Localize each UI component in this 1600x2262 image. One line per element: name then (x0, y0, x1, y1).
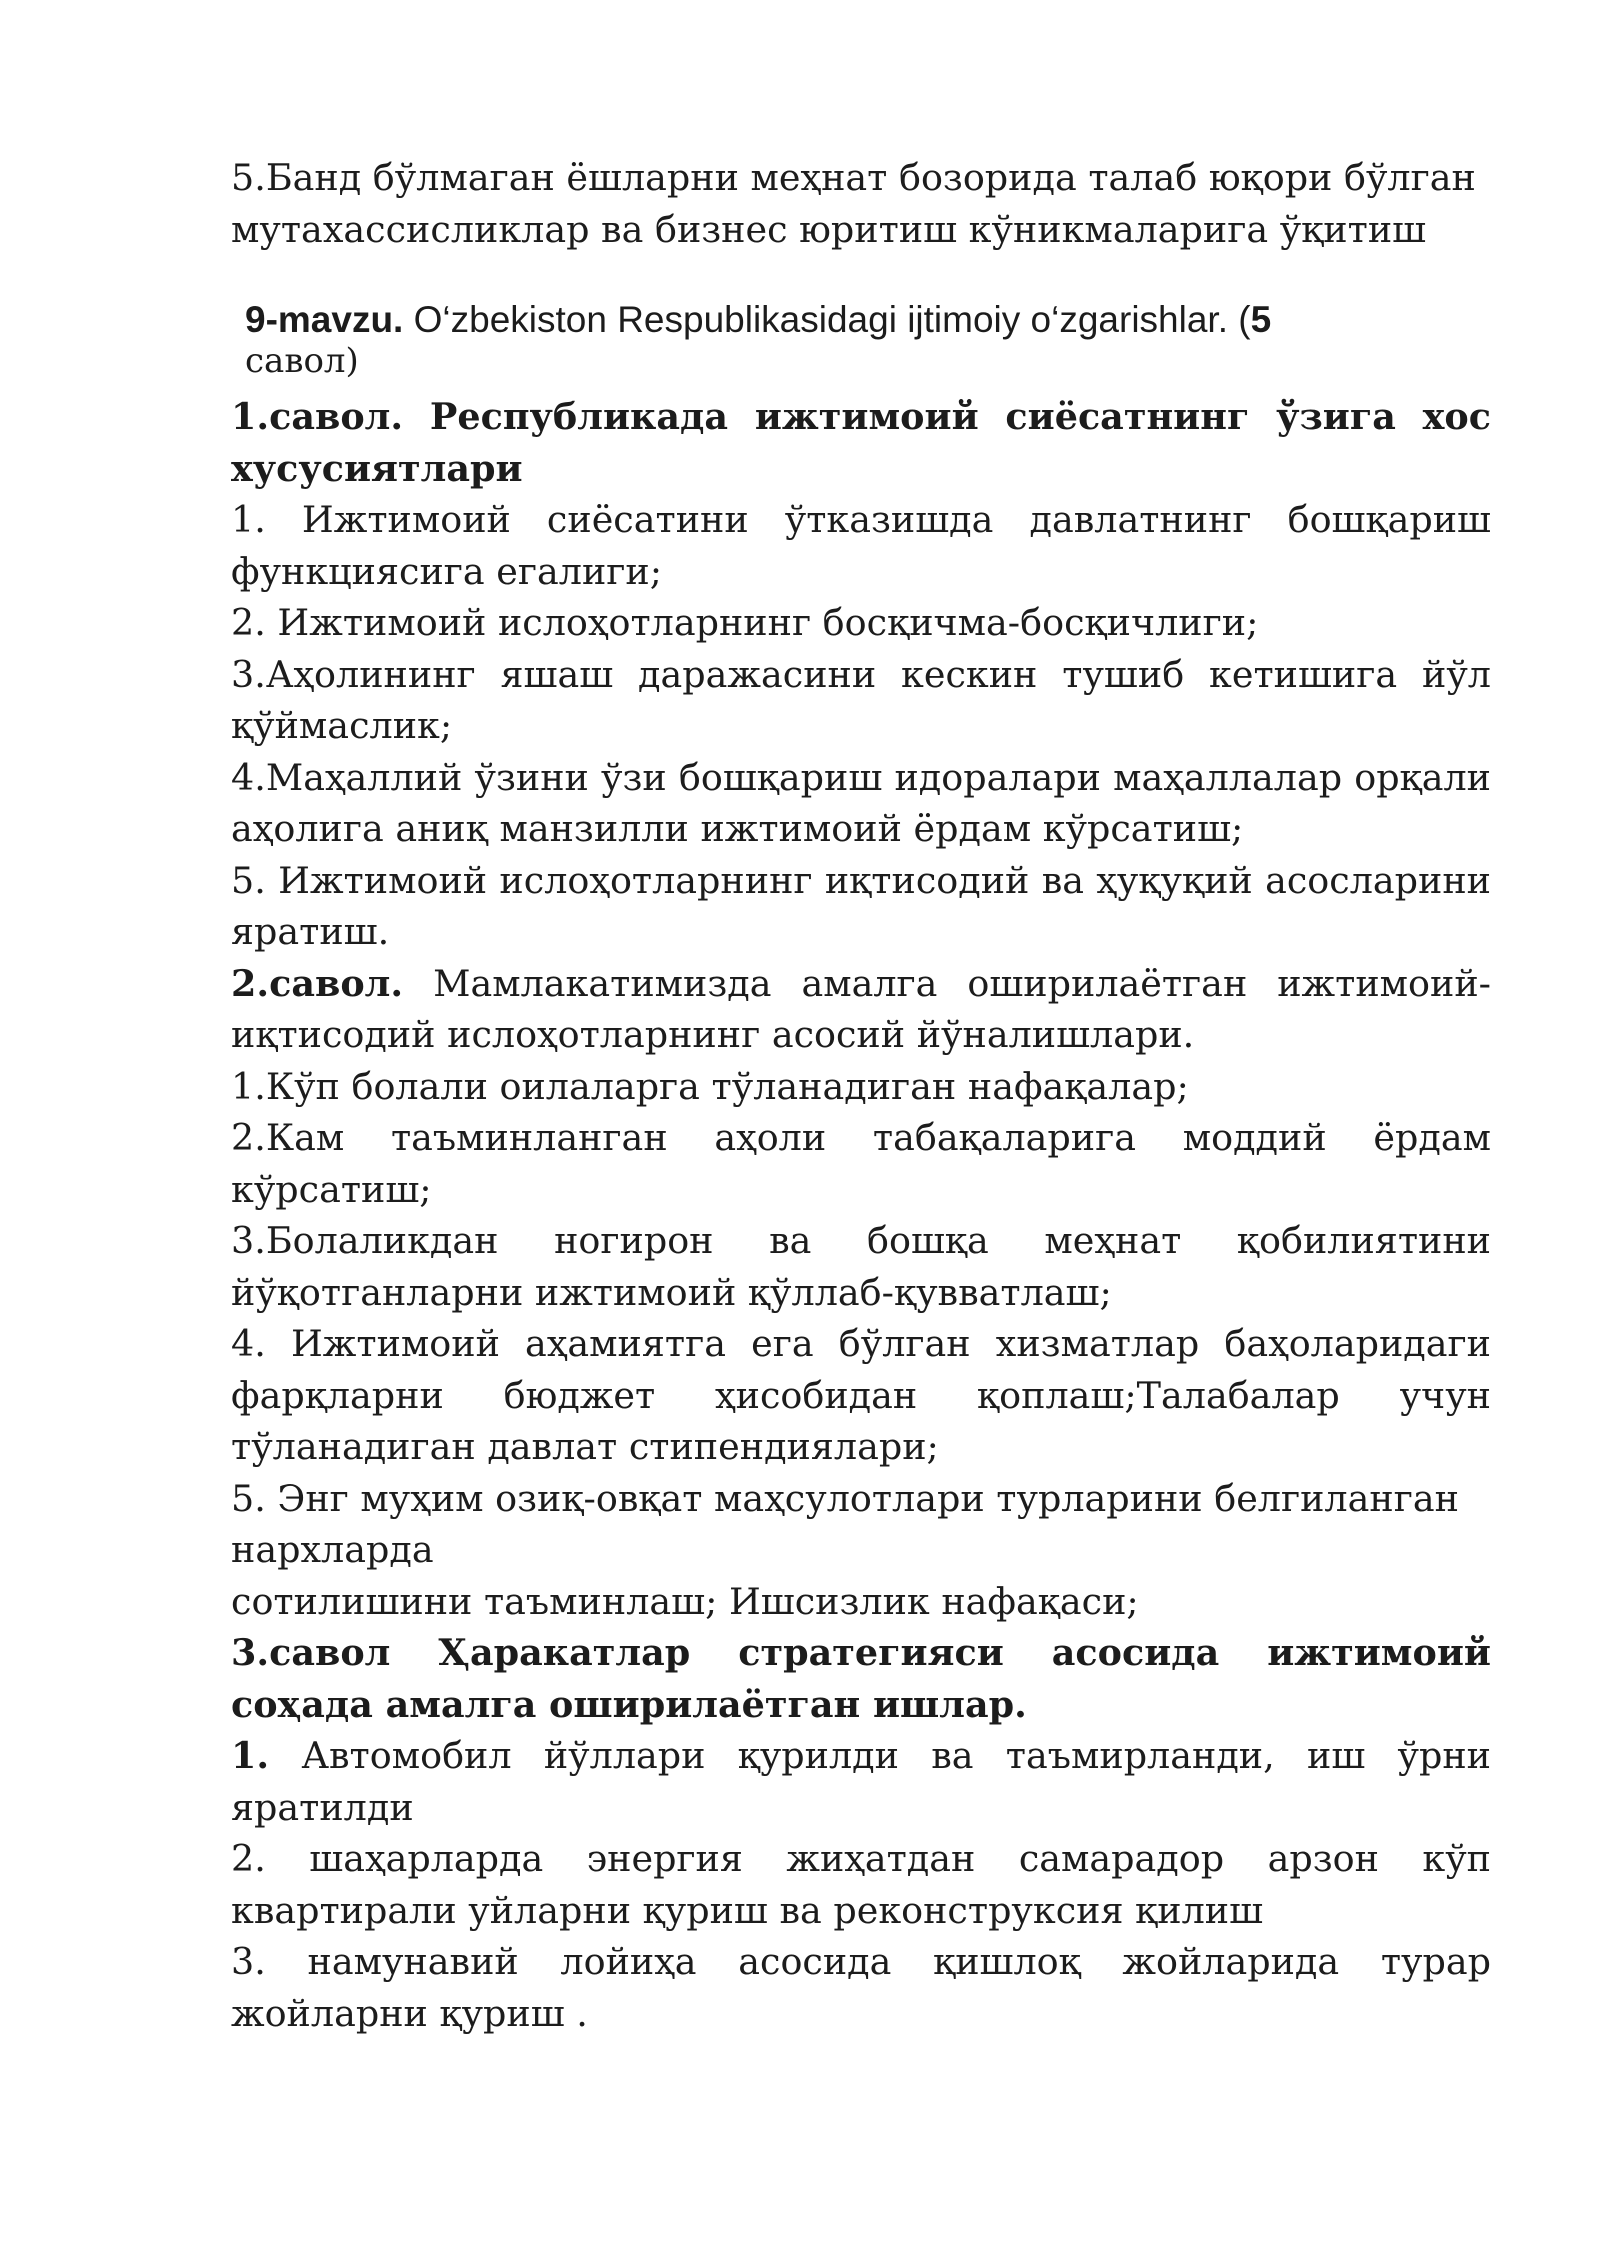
question-3-item-2: 2. шаҳарларда энергия жиҳатдан самарадор арзон кўп квартирали уйларни қуриш ва реконструксия қилиш (231, 1837, 1491, 1932)
question-2-item-5-continued: сотилишини таъминлаш; Ишсизлик нафақаси; (231, 1579, 1139, 1623)
question-3-item-3: 3. намунавий лойиҳа асосида қишлоқ жойларида турар жойларни қуриш . (231, 1940, 1491, 2035)
document-page (231, 152, 1491, 2039)
question-2-item-4: 4. Ижтимоий аҳамиятга ега бўлган хизматлар баҳоларидаги фарқларни бюджет ҳисобидан қоплаш;Талабалар учун тўланадиган давлат стипендиялари; (231, 1322, 1491, 1468)
question-2-item-3: 3.Болаликдан ногирон ва бошқа меҳнат қобилиятини йўқотганларни ижтимоий қўллаб-қувватлаш; (231, 1219, 1491, 1314)
question-1-item-3: 3.Аҳолининг яшаш даражасини кескин тушиб кетишига йўл қўймаслик; (231, 652, 1491, 747)
topic-title: O‘zbekiston Respublikasidagi ijtimoiy o‘zgarishlar. ( (403, 299, 1251, 340)
question-3-item-1-number: 1. (231, 1734, 270, 1777)
question-2-label: 2.савол. (231, 961, 404, 1005)
question-1-item-5: 5. Ижтимоий ислоҳотларнинг иқтисодий ва ҳуқуқий асосларини яратиш. (231, 858, 1491, 953)
question-2-item-2: 2.Кам таъминланган аҳоли табақаларига моддий ёрдам кўрсатиш; (231, 1116, 1491, 1211)
intro-paragraph: 5.Банд бўлмаган ёшларни меҳнат бозорида талаб юқори бўлган мутахассисликлар ва бизнес юритиш кўникмаларига ўқитиш (231, 156, 1476, 251)
question-3-item-1-text: Автомобил йўллари қурилди ва таъмирланди, иш ўрни яратилди (231, 1734, 1491, 1829)
question-1-heading: 1.савол. Республикада ижтимоий сиёсатнинг ўзига хос хусусиятлари (231, 395, 1491, 490)
topic-heading (231, 300, 1491, 381)
question-1-item-1: 1. Ижтимоий сиёсатини ўтказишда давлатнинг бошқариш функциясига егалиги; (231, 498, 1491, 593)
question-3-item-1 (231, 1730, 1491, 1833)
question-2-title: Мамлакатимизда амалга оширилаётган ижтимоий-иқтисодий ислоҳотларнинг асосий йўналишлари. (231, 961, 1491, 1056)
topic-label: 9-mavzu. (245, 299, 404, 340)
question-2-heading (231, 958, 1491, 1061)
question-3-heading: 3.савол Ҳаракатлар стратегияси асосида ижтимоий соҳада амалга оширилаётган ишлар. (231, 1631, 1491, 1726)
question-2-item-1: 1.Кўп болали оилаларга тўланадиган нафақалар; (231, 1064, 1189, 1108)
topic-question-count: 5 (1250, 299, 1272, 340)
question-2-item-5: 5. Энг муҳим озиқ-овқат маҳсулотлари турларини белгиланган нархларда (231, 1476, 1459, 1571)
question-1-item-2: 2. Ижтимоий ислоҳотларнинг босқичма-босқичлиги; (231, 601, 1259, 644)
question-1-item-4: 4.Маҳаллий ўзини ўзи бошқариш идоралари маҳаллалар орқали аҳолига аниқ манзилли ижтимоий ёрдам кўрсатиш; (231, 755, 1491, 850)
topic-question-count-word: савол) (245, 341, 359, 381)
